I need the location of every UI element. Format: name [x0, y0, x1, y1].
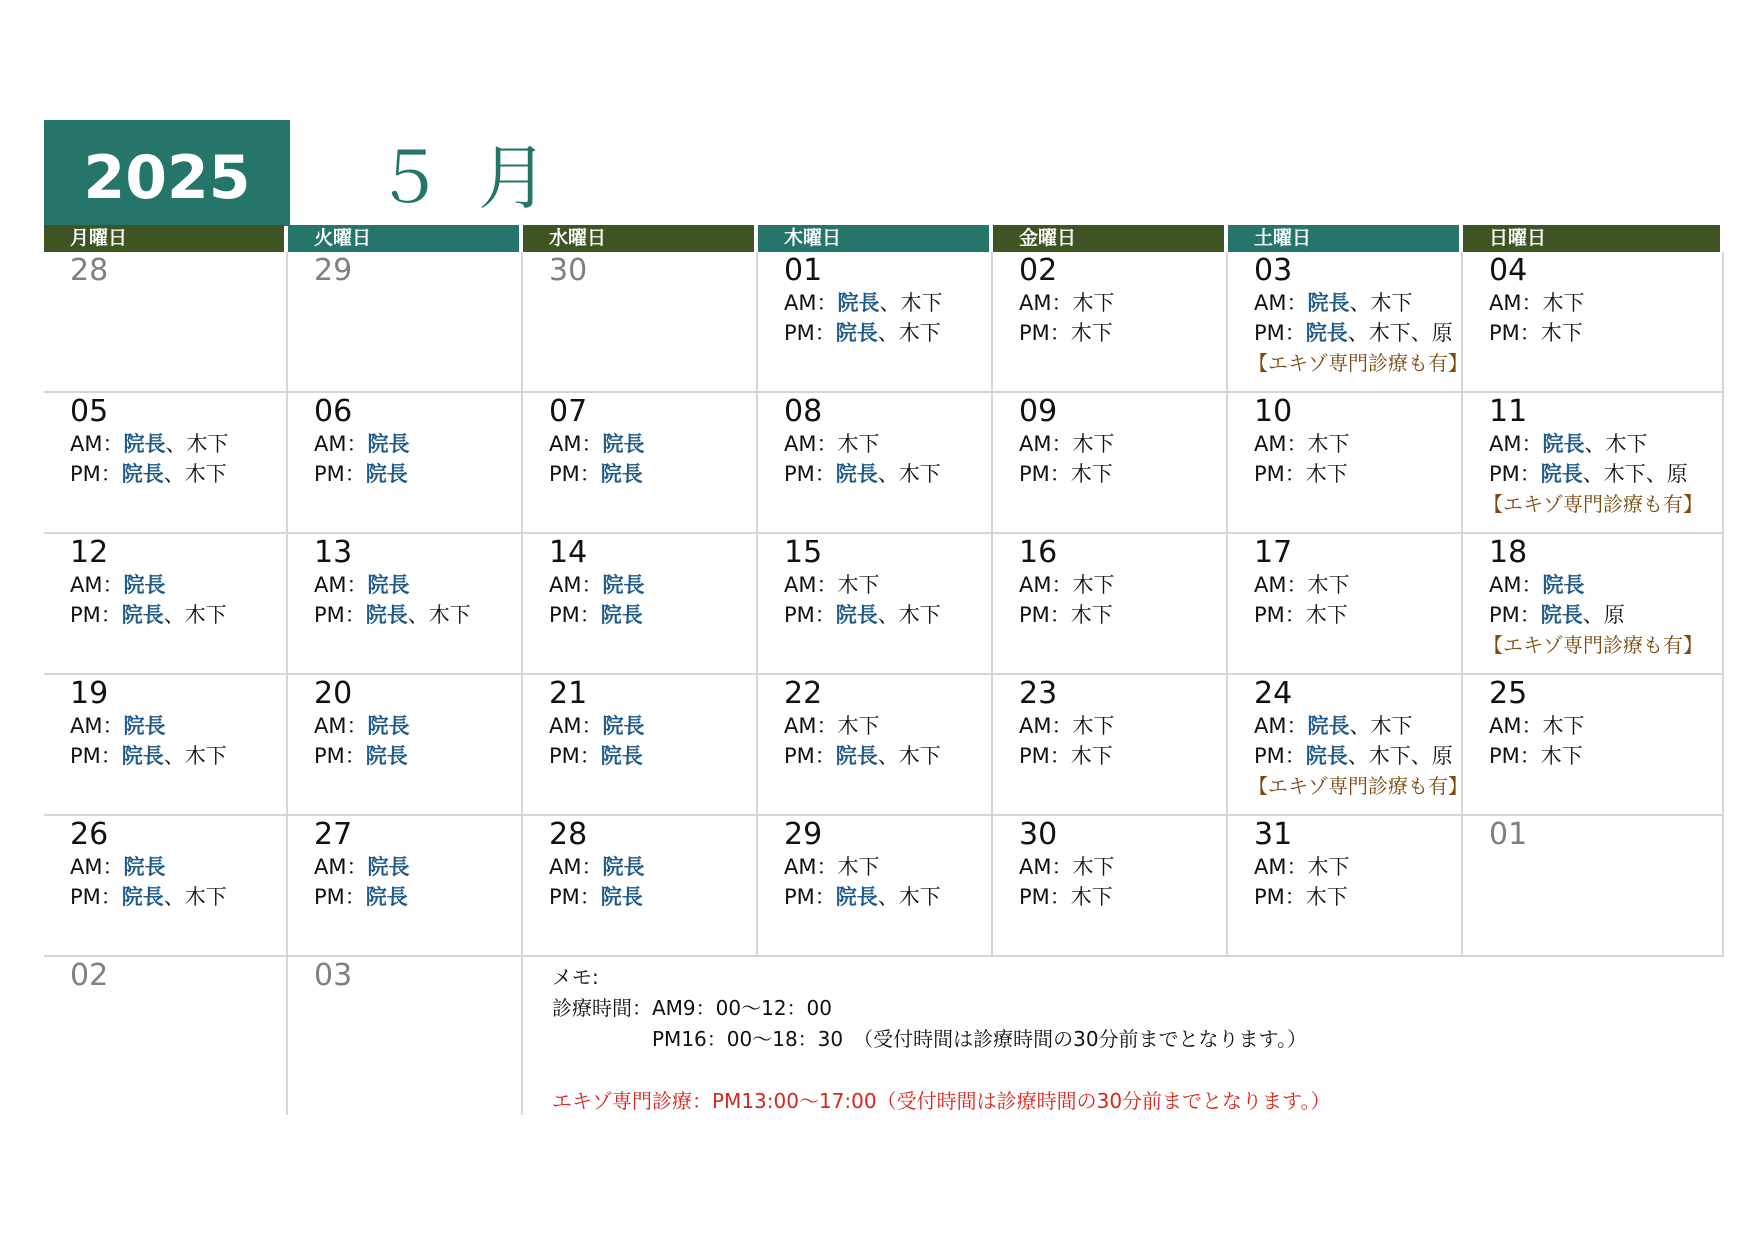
shift-label: PM： — [549, 885, 601, 909]
am-schedule — [1489, 711, 1722, 741]
am-schedule — [1254, 852, 1461, 882]
doctor-director: 院長 — [602, 714, 645, 738]
doctor-director: 院長 — [1540, 462, 1583, 486]
shift-label: AM： — [1254, 573, 1308, 597]
memo-hours-pm: PM16：00～18：30 （受付時間は診療時間の30分前までとなります。） — [552, 1027, 1307, 1051]
am-schedule — [1254, 429, 1461, 459]
day-cell — [523, 252, 758, 393]
pm-schedule — [549, 600, 756, 630]
day-cell — [1228, 252, 1468, 393]
doctor-names: 、木下、原 — [1582, 462, 1688, 486]
am-schedule — [1489, 429, 1722, 459]
shift-label: PM： — [1489, 744, 1541, 768]
shift-label: AM： — [314, 714, 368, 738]
doctor-names: 、原 — [1582, 603, 1625, 627]
day-cell — [288, 393, 523, 534]
am-schedule — [314, 711, 521, 741]
day-cell — [44, 393, 288, 534]
doctor-director: 院長 — [1542, 432, 1585, 456]
doctor-names: 木下 — [1307, 855, 1350, 879]
shift-label: AM： — [70, 573, 124, 597]
day-cell — [758, 675, 993, 816]
doctor-names: 、木下 — [165, 432, 229, 456]
year-label: 2025 — [44, 120, 290, 226]
day-number: 16 — [1019, 535, 1058, 570]
doctor-director: 院長 — [121, 744, 164, 768]
am-schedule — [1489, 288, 1722, 318]
doctor-director: 院長 — [602, 573, 645, 597]
doctor-director: 院長 — [835, 603, 878, 627]
memo-title: メモ: — [552, 965, 599, 989]
day-number: 09 — [1019, 394, 1058, 429]
doctor-names: 木下 — [1305, 462, 1348, 486]
pm-schedule — [784, 459, 991, 489]
day-number: 29 — [314, 253, 353, 288]
doctor-names: 木下 — [1540, 321, 1583, 345]
pm-schedule — [314, 741, 521, 771]
am-schedule — [784, 570, 991, 600]
day-cell — [523, 675, 758, 816]
weekday-header-5: 金曜日 — [993, 225, 1224, 252]
shift-label: AM： — [1489, 573, 1543, 597]
shift-label: PM： — [784, 321, 836, 345]
exotic-clinic-note: 【エキゾ専門診療も有】 — [1483, 492, 1703, 516]
doctor-director: 院長 — [367, 432, 410, 456]
weekday-header-1: 月曜日 — [44, 225, 284, 252]
day-number: 13 — [314, 535, 353, 570]
doctor-names: 、木下 — [877, 603, 941, 627]
doctor-director: 院長 — [365, 744, 408, 768]
day-number: 30 — [1019, 817, 1058, 852]
doctor-director: 院長 — [835, 885, 878, 909]
day-cell — [993, 534, 1228, 675]
shift-label: AM： — [784, 855, 838, 879]
shift-label: AM： — [1019, 855, 1073, 879]
pm-schedule — [70, 882, 286, 912]
shift-label: AM： — [549, 573, 603, 597]
doctor-director: 院長 — [367, 714, 410, 738]
day-cell — [44, 534, 288, 675]
pm-schedule — [549, 741, 756, 771]
weekday-header-4: 木曜日 — [758, 225, 989, 252]
pm-schedule — [784, 600, 991, 630]
shift-label: AM： — [1019, 714, 1073, 738]
shift-label: PM： — [1019, 321, 1071, 345]
day-number: 11 — [1489, 394, 1528, 429]
doctor-director: 院長 — [835, 462, 878, 486]
day-cell — [1228, 675, 1468, 816]
exotic-clinic-note: 【エキゾ専門診療も有】 — [1248, 774, 1468, 798]
weekday-header-7: 日曜日 — [1463, 225, 1720, 252]
day-cell — [1463, 534, 1724, 675]
shift-label: AM： — [1254, 714, 1308, 738]
doctor-names: 木下 — [1070, 744, 1113, 768]
doctor-director: 院長 — [123, 855, 166, 879]
doctor-names: 木下 — [837, 573, 880, 597]
doctor-director: 院長 — [1305, 321, 1348, 345]
day-number: 19 — [70, 676, 109, 711]
am-schedule — [1254, 711, 1461, 741]
shift-label: PM： — [1254, 321, 1306, 345]
doctor-names: 、木下 — [163, 744, 227, 768]
day-cell — [288, 957, 523, 1115]
doctor-names: 、木下 — [1584, 432, 1648, 456]
doctor-director: 院長 — [835, 321, 878, 345]
doctor-director: 院長 — [121, 462, 164, 486]
day-cell — [288, 252, 523, 393]
pm-schedule — [1254, 600, 1461, 630]
shift-label: PM： — [1254, 885, 1306, 909]
day-cell — [523, 534, 758, 675]
doctor-names: 木下 — [1540, 744, 1583, 768]
doctor-names: 木下 — [1072, 291, 1115, 315]
doctor-names: 木下 — [1072, 855, 1115, 879]
shift-label: AM： — [784, 573, 838, 597]
shift-label: PM： — [1019, 744, 1071, 768]
day-number: 06 — [314, 394, 353, 429]
pm-schedule — [1019, 741, 1226, 771]
day-cell — [1463, 816, 1724, 957]
doctor-director: 院長 — [600, 462, 643, 486]
weekday-header-6: 土曜日 — [1228, 225, 1459, 252]
day-cell — [523, 816, 758, 957]
weekday-header-row — [44, 225, 1724, 252]
am-schedule — [1489, 570, 1722, 600]
doctor-names: 、木下、原 — [1347, 744, 1453, 768]
doctor-director: 院長 — [1542, 573, 1585, 597]
shift-label: PM： — [784, 885, 836, 909]
shift-label: PM： — [784, 603, 836, 627]
doctor-names: 木下 — [837, 855, 880, 879]
shift-label: PM： — [314, 603, 366, 627]
pm-schedule — [1489, 459, 1722, 489]
day-number: 26 — [70, 817, 109, 852]
day-number: 02 — [1019, 253, 1058, 288]
day-cell — [1463, 393, 1724, 534]
pm-schedule — [784, 882, 991, 912]
doctor-names: 、木下 — [163, 462, 227, 486]
am-schedule — [549, 429, 756, 459]
doctor-names: 木下 — [1072, 714, 1115, 738]
pm-schedule — [1489, 600, 1722, 630]
shift-label: PM： — [549, 603, 601, 627]
doctor-director: 院長 — [123, 573, 166, 597]
pm-schedule — [70, 459, 286, 489]
doctor-names: 、木下 — [163, 603, 227, 627]
shift-label: PM： — [314, 885, 366, 909]
day-number: 24 — [1254, 676, 1293, 711]
exotic-clinic-note: 【エキゾ専門診療も有】 — [1248, 351, 1468, 375]
day-cell — [44, 252, 288, 393]
day-cell — [993, 675, 1228, 816]
shift-label: AM： — [1489, 714, 1543, 738]
shift-label: AM： — [549, 855, 603, 879]
shift-label: PM： — [1489, 462, 1541, 486]
shift-label: AM： — [314, 432, 368, 456]
day-number: 08 — [784, 394, 823, 429]
doctor-director: 院長 — [1540, 603, 1583, 627]
am-schedule — [70, 711, 286, 741]
shift-label: PM： — [314, 462, 366, 486]
exotic-clinic-note: 【エキゾ専門診療も有】 — [1483, 633, 1703, 657]
day-number: 01 — [1489, 817, 1528, 852]
pm-schedule — [1019, 600, 1226, 630]
shift-label: AM： — [1019, 291, 1073, 315]
doctor-names: 木下 — [1070, 462, 1113, 486]
doctor-director: 院長 — [123, 714, 166, 738]
pm-schedule — [1019, 459, 1226, 489]
day-cell — [44, 816, 288, 957]
shift-label: PM： — [70, 603, 122, 627]
shift-label: AM： — [1019, 573, 1073, 597]
day-number: 03 — [314, 958, 353, 993]
pm-schedule — [1489, 741, 1722, 771]
am-schedule — [784, 711, 991, 741]
pm-schedule — [1254, 741, 1461, 771]
shift-label: AM： — [1254, 291, 1308, 315]
am-schedule — [70, 429, 286, 459]
shift-label: PM： — [70, 744, 122, 768]
doctor-director: 院長 — [123, 432, 166, 456]
month-label: ５ 月 — [374, 137, 555, 219]
shift-label: PM： — [784, 462, 836, 486]
doctor-director: 院長 — [121, 885, 164, 909]
shift-label: PM： — [1254, 462, 1306, 486]
pm-schedule — [70, 741, 286, 771]
day-number: 07 — [549, 394, 588, 429]
day-cell — [1228, 393, 1463, 534]
day-cell — [1463, 252, 1724, 393]
doctor-names: 木下 — [1072, 432, 1115, 456]
doctor-names: 木下 — [837, 432, 880, 456]
am-schedule — [1019, 429, 1226, 459]
day-cell — [993, 816, 1228, 957]
doctor-names: 木下 — [1307, 573, 1350, 597]
doctor-names: 木下 — [1542, 714, 1585, 738]
shift-label: AM： — [1254, 432, 1308, 456]
day-cell — [288, 816, 523, 957]
shift-label: PM： — [1489, 321, 1541, 345]
doctor-names: 木下 — [1305, 885, 1348, 909]
day-number: 29 — [784, 817, 823, 852]
am-schedule — [784, 429, 991, 459]
am-schedule — [70, 570, 286, 600]
shift-label: AM： — [1254, 855, 1308, 879]
am-schedule — [1019, 711, 1226, 741]
day-number: 22 — [784, 676, 823, 711]
am-schedule — [784, 852, 991, 882]
am-schedule — [314, 570, 521, 600]
day-cell — [758, 393, 993, 534]
pm-schedule — [1489, 318, 1722, 348]
pm-schedule — [1254, 459, 1461, 489]
shift-label: PM： — [784, 744, 836, 768]
doctor-names: 木下 — [1542, 291, 1585, 315]
shift-label: PM： — [1254, 603, 1306, 627]
weekday-header-2: 火曜日 — [288, 225, 519, 252]
pm-schedule — [70, 600, 286, 630]
day-number: 31 — [1254, 817, 1293, 852]
day-number: 01 — [784, 253, 823, 288]
day-number: 28 — [70, 253, 109, 288]
day-cell — [758, 816, 993, 957]
am-schedule — [1254, 288, 1461, 318]
am-schedule — [70, 852, 286, 882]
shift-label: PM： — [314, 744, 366, 768]
doctor-director: 院長 — [600, 885, 643, 909]
doctor-names: 木下 — [1070, 603, 1113, 627]
doctor-director: 院長 — [1307, 714, 1350, 738]
doctor-director: 院長 — [835, 744, 878, 768]
day-number: 05 — [70, 394, 109, 429]
day-number: 20 — [314, 676, 353, 711]
day-number: 14 — [549, 535, 588, 570]
shift-label: AM： — [549, 432, 603, 456]
day-cell — [1463, 675, 1724, 816]
doctor-names: 、木下 — [877, 462, 941, 486]
doctor-director: 院長 — [365, 885, 408, 909]
day-number: 25 — [1489, 676, 1528, 711]
doctor-director: 院長 — [367, 855, 410, 879]
day-number: 30 — [549, 253, 588, 288]
day-cell — [1228, 816, 1463, 957]
doctor-names: 、木下 — [877, 321, 941, 345]
day-cell — [288, 675, 523, 816]
day-cell — [44, 957, 288, 1115]
day-number: 28 — [549, 817, 588, 852]
doctor-director: 院長 — [1305, 744, 1348, 768]
doctor-director: 院長 — [365, 462, 408, 486]
doctor-director: 院長 — [600, 603, 643, 627]
doctor-names: 木下 — [1307, 432, 1350, 456]
day-number: 21 — [549, 676, 588, 711]
am-schedule — [549, 711, 756, 741]
shift-label: AM： — [784, 291, 838, 315]
shift-label: AM： — [784, 714, 838, 738]
doctor-names: 木下 — [1305, 603, 1348, 627]
shift-label: AM： — [1019, 432, 1073, 456]
doctor-names: 、木下 — [1349, 291, 1413, 315]
day-number: 02 — [70, 958, 109, 993]
shift-label: AM： — [1489, 432, 1543, 456]
shift-label: PM： — [1489, 603, 1541, 627]
day-cell — [993, 393, 1228, 534]
shift-label: AM： — [784, 432, 838, 456]
doctor-names: 、木下 — [877, 744, 941, 768]
am-schedule — [1019, 852, 1226, 882]
shift-label: PM： — [70, 462, 122, 486]
shift-label: AM： — [549, 714, 603, 738]
doctor-names: 、木下 — [407, 603, 471, 627]
shift-label: PM： — [1019, 603, 1071, 627]
am-schedule — [1254, 570, 1461, 600]
shift-label: PM： — [549, 744, 601, 768]
shift-label: PM： — [549, 462, 601, 486]
day-cell — [523, 393, 758, 534]
doctor-director: 院長 — [600, 744, 643, 768]
shift-label: AM： — [70, 855, 124, 879]
day-cell — [993, 252, 1228, 393]
shift-label: AM： — [70, 432, 124, 456]
doctor-director: 院長 — [365, 603, 408, 627]
am-schedule — [314, 429, 521, 459]
weekday-header-3: 水曜日 — [523, 225, 754, 252]
day-number: 23 — [1019, 676, 1058, 711]
day-number: 18 — [1489, 535, 1528, 570]
day-cell — [758, 252, 993, 393]
memo-exotic-hours: エキゾ専門診療：PM13:00～17:00（受付時間は診療時間の30分前までとなります。） — [552, 1089, 1331, 1113]
memo-section — [552, 962, 1330, 1117]
day-number: 15 — [784, 535, 823, 570]
shift-label: PM： — [1019, 885, 1071, 909]
shift-label: PM： — [70, 885, 122, 909]
pm-schedule — [314, 882, 521, 912]
shift-label: PM： — [1254, 744, 1306, 768]
pm-schedule — [549, 459, 756, 489]
am-schedule — [784, 288, 991, 318]
am-schedule — [1019, 570, 1226, 600]
day-number: 12 — [70, 535, 109, 570]
am-schedule — [1019, 288, 1226, 318]
doctor-names: 木下 — [1072, 573, 1115, 597]
day-cell — [44, 675, 288, 816]
doctor-director: 院長 — [837, 291, 880, 315]
shift-label: AM： — [1489, 291, 1543, 315]
pm-schedule — [314, 459, 521, 489]
pm-schedule — [784, 741, 991, 771]
day-cell — [758, 534, 993, 675]
am-schedule — [314, 852, 521, 882]
pm-schedule — [1019, 882, 1226, 912]
day-number: 17 — [1254, 535, 1293, 570]
doctor-names: 木下 — [1070, 885, 1113, 909]
pm-schedule — [1254, 318, 1461, 348]
memo-hours-am: 診療時間：AM9：00～12：00 — [552, 996, 833, 1020]
doctor-director: 院長 — [602, 432, 645, 456]
pm-schedule — [314, 600, 521, 630]
doctor-director: 院長 — [367, 573, 410, 597]
doctor-director: 院長 — [602, 855, 645, 879]
doctor-names: 、木下、原 — [1347, 321, 1453, 345]
day-cell — [1228, 534, 1463, 675]
am-schedule — [549, 852, 756, 882]
doctor-names: 木下 — [837, 714, 880, 738]
shift-label: AM： — [314, 573, 368, 597]
pm-schedule — [1019, 318, 1226, 348]
shift-label: AM： — [314, 855, 368, 879]
shift-label: PM： — [1019, 462, 1071, 486]
day-number: 04 — [1489, 253, 1528, 288]
day-number: 03 — [1254, 253, 1293, 288]
doctor-director: 院長 — [121, 603, 164, 627]
day-number: 27 — [314, 817, 353, 852]
doctor-names: 、木下 — [879, 291, 943, 315]
doctor-director: 院長 — [1307, 291, 1350, 315]
am-schedule — [549, 570, 756, 600]
pm-schedule — [784, 318, 991, 348]
day-number: 10 — [1254, 394, 1293, 429]
doctor-names: 木下 — [1070, 321, 1113, 345]
day-cell — [288, 534, 523, 675]
pm-schedule — [549, 882, 756, 912]
doctor-names: 、木下 — [877, 885, 941, 909]
doctor-names: 、木下 — [163, 885, 227, 909]
doctor-names: 、木下 — [1349, 714, 1413, 738]
shift-label: AM： — [70, 714, 124, 738]
pm-schedule — [1254, 882, 1461, 912]
